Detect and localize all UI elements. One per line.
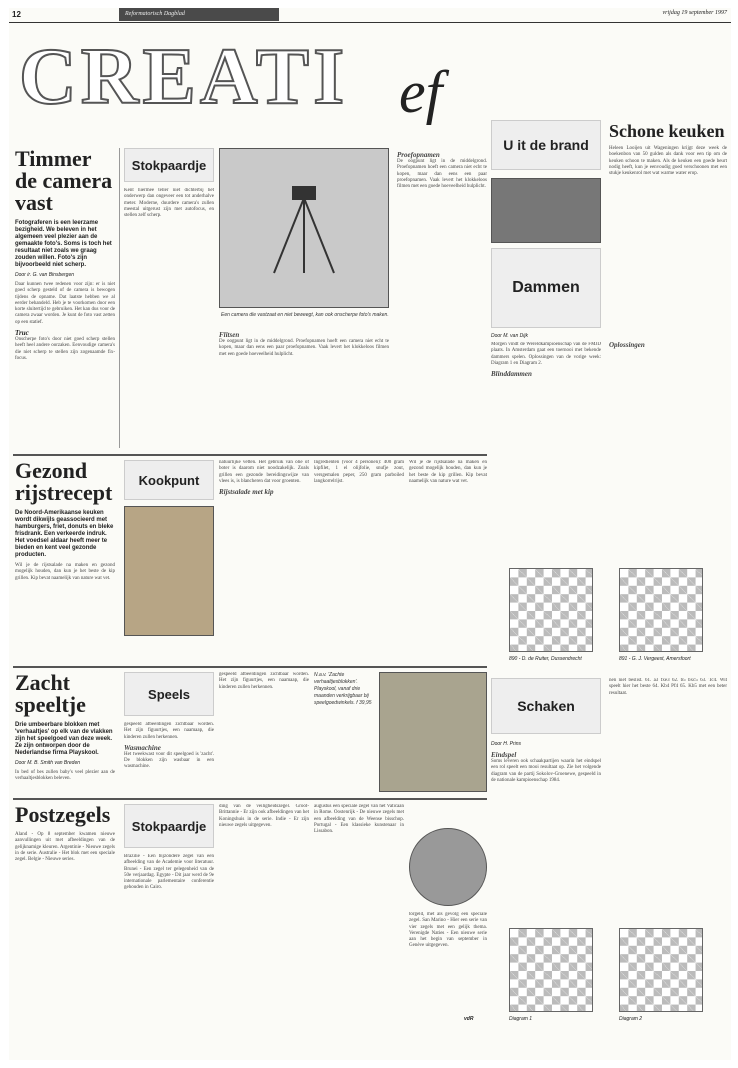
section-rule-3: [13, 798, 487, 800]
speeltje-byline: Door M. B. Smith van Breden: [15, 760, 81, 766]
stokpaardje-logo: Stokpaardje: [124, 148, 214, 182]
rijstrecept-article: [15, 460, 115, 656]
dammen-diagram-1-caption: 890 - D. de Ruiter, Dussendrecht: [509, 656, 582, 662]
schaken-byline: Door H. Prins: [491, 741, 522, 747]
speels-text: gespeeld afbeeldingen zichtbaar worden. Het zijn figuurtjes, een naamaap, die kinderen zullen herkennen.: [124, 722, 214, 740]
speels-subhead: Wasmachine: [124, 743, 161, 752]
uitdebrand-logo: U it de brand: [491, 120, 601, 170]
timmer-byline: Door ir. G. van Binsbergen: [15, 272, 75, 278]
schaken-text: Soms leveren ook schaakpartijen waarin het eindspel een rol speelt een mooi resultaat op. Zie het volgende diagram van de partij Sokolov-Groenewe, gespeeld in de nationale kampioenschap 1984.: [491, 759, 601, 783]
schaken-body-2: nen niet beslist. 61. a3 fxe3 62. b5 bxc5 63. Tc4. Wit speelt hier het beste 64. Kb4 Pf4 65. Kb5 met een beter resultaat.: [609, 678, 727, 696]
speeltje-title: Zacht speeltje: [15, 672, 86, 717]
tripod-icon: [264, 178, 344, 278]
photo-caption: Een camera die vastzaat en niet beweegt, kan ook onscherpe foto's maken.: [221, 312, 389, 318]
column-rule: [119, 148, 120, 448]
rijstrecept-title: Gezond rijstrecept: [15, 460, 113, 505]
timmer-title: Timmer de camera vast: [15, 148, 113, 215]
proefopnamen-subhead: Proefopnamen: [397, 151, 440, 159]
schaken-subhead: Eindspel: [491, 751, 517, 759]
stokpaardje-land-body: Brazilie - Een bijzondere zegel van een afbeelding van de Academie voor literatuur. Brunei - Een zegel ter gelegenheid van de 50e verjaardag. Egypte - Dit jaar werd de 9e internationale parlementaire conferentie gehouden in Cairo.: [124, 854, 214, 891]
proefopnamen-article: [397, 148, 487, 448]
dammen-subhead-1: Blinddammen: [491, 370, 532, 379]
header-rule: [9, 22, 731, 23]
kookpunt-logo: Kookpunt: [124, 460, 214, 500]
schaken-body: [491, 748, 601, 908]
masthead-rest: ef: [399, 59, 443, 125]
paper-name: Reformatorisch Dagblad: [119, 8, 279, 21]
dammen-diagram-2-caption: 891 - G. J. Vergeest, Amersfoort: [619, 656, 691, 662]
toy-caption: N.a.v. 'Zachte verhaaltjesblokken'. Playskool, vanaf drie maanden verkrijgbaar bij speelgoedwinkels. f 39,95: [314, 672, 372, 706]
section-rule-1: [13, 454, 487, 456]
schaken-logo: Schaken: [491, 678, 601, 734]
flitsen-subhead: Flitsen: [219, 331, 240, 339]
dammen-subhead-2: Oplossingen: [609, 341, 645, 349]
issue-date: vrijdag 19 september 1997: [662, 10, 727, 16]
section-rule-2: [13, 666, 487, 668]
dammen-byline: Door M. van Dijk: [491, 333, 528, 339]
timmer-subhead: Truc: [15, 329, 29, 338]
schone-keuken-title: Schone keuken: [609, 121, 725, 141]
timmer-body: Daar kunnen twee redenen voor zijn: er is niet goed scherp gesteld of de camera is bewogen tijdens de opname. Dat laatste hebben we al eerder behandeld. Heb je te voorkomen door een korte sluitertijd te gebruiken. Het kan dus voor de camera zwaar worden. Je kunt de foto vast zetten op een statief.: [15, 282, 115, 325]
rijstrecept-lead: De Noord-Amerikaanse keuken wordt dikwijls geassocieerd met hamburgers, friet, donuts en bleke frisdrank. Een verkeerde indruk. Het voedsel aldaar heeft meer te bieden en kent veel gezonde producten.: [15, 510, 114, 558]
kitchen-photo: [491, 178, 601, 243]
stokpaardje-land-logo: Stokpaardje: [124, 804, 214, 848]
speels-body-3: gespeeld afbeeldingen zichtbaar worden. Het zijn figuurtjes, een naamaap, die kinderen zullen herkennen.: [219, 672, 309, 690]
schaken-diagram-2: [619, 928, 703, 1012]
dammen-diagram-2: [619, 568, 703, 652]
kookpunt-body-2: Wil je de rijstsalade na maken en gezond mogelijk houden, dan kun je het beste de kip grillen. Kip bevat naamelijk van nature wat vet.: [409, 460, 487, 484]
kookpunt-text: natuurlijke vetten. Het gebruik van olie of boter is daarom niet noodzakelijk. Zoals grillen een gezonde bereidingswijze van vlees is, is blancheren dat voor groenten.: [219, 460, 309, 484]
speels-logo: Speels: [124, 672, 214, 716]
schaken-diagram-1-caption: Diagram 1: [509, 1016, 533, 1022]
masthead-caps: CREATI: [19, 33, 349, 121]
schone-keuken-body: Heleen Looijen uit Wageningen krijgt deze week de boekenbon van 50 gulden als dank voor een tip om de keuken schoon te maken. Als de keuken een goede beurt nodig heeft, kun je eenvoudig goed verschoonen met een stukje keukenrol met wat warme water erop.: [609, 146, 727, 177]
dammen-text: Morgen vindt de Wereldkampioenschap van de FMJD plaats. In Amsterdam gaat een toernooi met bekende dammers spelen. Oplossingen van de vorige week: Diagram 1 en Diagram 2.: [491, 342, 601, 366]
kookpunt-ingredients: Ingredienten (voor 4 personen): 400 gram kipfilet, 1 el olijfolie, snufje zout, versgemalen peper, 250 gram parboiled langkorrelrijst.: [314, 460, 404, 484]
speeltje-body: In bed of bes zullen baby's veel plezier aan de verhaaltjesblokken beleven.: [15, 770, 115, 782]
timmer-body-2: Onscherpe foto's door niet goed scherp stellen heeft heel andere oorzaken. Eenvoudige camera's die niet scherp te stellen zijn zogenaamde fix-focus.: [15, 337, 115, 361]
stokpaardje-land-body-3: augustus een speciale zegel van het Vaticaan in Rome. Oostenrijk - De nieuwe zegels met een afbeelding van de Weense bisschop. Portugal - Een klassieke kunstenaar in Lissabon.: [314, 804, 404, 835]
tripod-photo: [219, 148, 389, 308]
speeltje-lead: Drie umbeerbare blokken met 'verhaaltjes' op elk van de vlakken zijn het speelgoed van deze week. Ze zijn ontworpen door de Nederlandse firma Playskool.: [15, 722, 113, 756]
mid-body: De oogpunt ligt in de middelgrond. Proefopnamen hoeft een camera niet echt te kopen, maar dan eens een paar proefopnamen. Vaak levert het klokkeloos filmen met een goede hoeveelheid hulplicht.: [219, 339, 389, 357]
schaken-end: vdR: [464, 1016, 474, 1022]
schaken-diagram-2-caption: Diagram 2: [619, 1016, 643, 1022]
dammen-body: [491, 342, 601, 592]
postzegels-body: Aland - Op 8 september kwamen nieuwe aanvullingen uit met afbeeldingen van de gelijknamige kleuren. Argentinie - Nieuwe zegels in de serie. Australie - Het blok met een speciale zegel. Belgie - Nieuwe series.: [15, 832, 115, 863]
speels-text-2: Het tweekwast voor dit speelgoed is 'zacht'. De blokken zijn wasbaar in een wasmachine.: [124, 751, 214, 770]
dammen-diagram-1: [509, 568, 593, 652]
coin-text: torgeld, met als gevolg een speciale zegel. San Marino - Hier een serie van vier zegels met een gelijk thema. Verenigde Naties - Een nieuwe serie aan het begin van september in Genève uitgegeven.: [409, 912, 487, 949]
rice-dish-photo: [124, 506, 214, 636]
masthead: [19, 24, 629, 125]
kookpunt-subhead: Rijstsalade met kip: [219, 488, 274, 497]
stokpaardje-body: Kent hiermee teller niet dichterbij het onderwerp dan ongeveer een tot anderhalve meter. Moderne, duurdere camera's zullen meestal uitgerust zijn met autofocus, en stellen zelf scherp.: [124, 188, 214, 219]
schaken-diagram-1: [509, 928, 593, 1012]
coin-photo: [409, 828, 487, 906]
page-number: 12: [12, 10, 21, 19]
timmer-article: [15, 148, 115, 448]
timmer-lead: Fotograferen is een leerzame bezigheid. We beleven in het algemeen veel plezier aan de gemaakte foto's. Soms is toch het resultaat niet zoals we graag zouden willen. Foto's zijn bijvoorbeeld niet scherp.: [15, 220, 112, 268]
mid-text: [219, 328, 389, 448]
newspaper-page: [9, 8, 731, 1060]
baby-toy-photo: [379, 672, 487, 792]
postzegels-title: Postzegels: [15, 804, 111, 827]
kookpunt-body: [219, 460, 309, 656]
rijstrecept-body: Wil je de rijstsalade na maken en gezond mogelijk houden, dan kun je het beste de kip grillen. Kip bevat naamelijk van nature wat vet.: [15, 563, 115, 581]
speels-body: [124, 722, 214, 792]
stokpaardje-land-body-2: ding van de veiligheidszegel. Groot-Brittannie - Er zijn ook afbeeldingen van het Koningshuis in de serie. Indie - Er zijn nieuwe zegels uitgegeven.: [219, 804, 309, 828]
proefopnamen-body: De oogpunt ligt in de middelgrond. Proefopnamen hoeft een camera niet echt te kopen, maar dan eens een paar proefopnamen. Vaak levert het klokkeloos filmen met een goede hoeveelheid hulplicht.: [397, 159, 487, 190]
postzegels-article: [15, 804, 115, 1054]
dammen-solutions: [609, 338, 727, 538]
dammen-logo: Dammen: [491, 248, 601, 328]
speeltje-article: [15, 672, 115, 792]
